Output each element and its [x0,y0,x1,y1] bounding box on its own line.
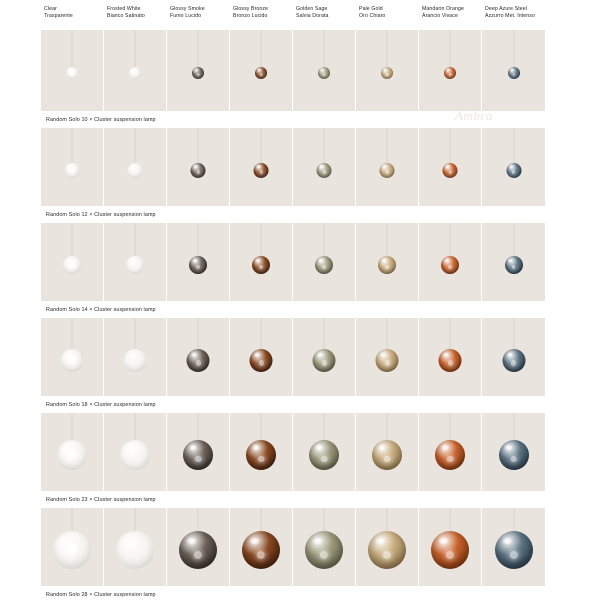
globe-highlight [505,445,512,450]
pendant-cord [387,128,388,163]
lamp-globe [502,349,525,372]
globe-highlight [379,445,386,450]
lamp-globe [508,67,520,79]
swatch-cell-deep-azure-steel[interactable] [482,413,545,492]
lamp-globe [242,531,280,569]
product-row-6 [0,508,600,603]
lamp-globe [318,67,330,79]
swatch-cell-golden-sage[interactable] [293,413,356,492]
swatch-cell-pale-gold[interactable] [356,30,419,112]
watermark-text: Ambra [455,108,493,123]
lamp-globe [441,256,459,274]
lamp-bulb-glow [70,168,75,173]
globe-highlight [442,445,449,450]
swatch-cell-golden-sage[interactable] [293,223,356,302]
column-header-clear [41,0,104,30]
swatch-cell-mandarin-orange[interactable] [419,223,482,302]
lamp-bulb-glow [321,360,326,365]
lamp-globe [120,440,150,470]
swatch-cell-frosted-white[interactable] [104,413,167,492]
swatch-cell-glossy-smoke[interactable] [167,128,230,207]
lamp-globe [179,531,217,569]
lamp-globe [250,349,273,372]
swatch-cell-mandarin-orange[interactable] [419,128,482,207]
swatch-row [0,508,600,587]
pendant-cord [513,318,514,349]
lamp-globe [53,531,91,569]
lamp-bulb-glow [70,71,74,75]
pendant-cord [324,318,325,349]
lamp-globe [495,531,533,569]
pendant-cord [72,30,73,67]
pendant-cord [261,318,262,349]
globe-highlight [382,259,386,262]
globe-highlight [444,353,449,357]
swatch-grid [0,30,600,603]
pendant-cord [72,128,73,163]
lamp-globe [368,531,406,569]
globe-highlight [508,259,512,262]
lamp-bulb-glow [512,170,515,173]
globe-highlight [447,69,450,71]
swatch-cell-clear[interactable] [41,128,104,207]
lamp-globe [183,440,213,470]
lamp-bulb-glow [197,73,200,76]
globe-highlight [190,445,197,450]
column-header-name-en: Golden Sage [296,6,328,12]
lamp-bulb-glow [259,170,262,173]
swatch-cell-deep-azure-steel[interactable] [482,223,545,302]
swatch-cell-clear[interactable] [41,30,104,112]
lamp-globe [305,531,343,569]
column-header-name-it: Salvia Dorata [296,12,329,19]
product-row-2 [0,128,600,223]
lamp-bulb-glow [385,265,389,269]
lamp-globe [313,349,336,372]
globe-highlight [316,445,323,450]
swatch-cell-golden-sage[interactable] [293,318,356,397]
lamp-bulb-glow [257,551,265,559]
globe-highlight [384,69,387,71]
lamp-bulb-glow [384,456,391,463]
lamp-globe [444,67,456,79]
column-header-name-en: Deep Azure Steel [485,6,528,12]
colour-name-header-row [0,0,600,30]
swatch-cell-pale-gold[interactable] [356,128,419,207]
lamp-bulb-glow [195,360,200,365]
lamp-bulb-glow [446,551,454,559]
lamp-bulb-glow [69,262,74,267]
product-caption: Random Solo 10 × Cluster suspension lamp [0,112,600,128]
column-header-name-it: Fumo Lucido [170,12,202,19]
globe-highlight [510,69,513,71]
globe-highlight [445,259,449,262]
lamp-globe [61,349,84,372]
swatch-cell-frosted-white[interactable] [104,128,167,207]
lamp-globe [116,531,154,569]
swatch-cell-glossy-bronze[interactable] [230,318,293,397]
swatch-cell-frosted-white[interactable] [104,30,167,112]
pendant-cord [324,128,325,163]
globe-highlight [313,538,321,544]
product-row-3 [0,223,600,318]
column-header-golden-sage [293,0,356,30]
lamp-bulb-glow [195,456,202,463]
lamp-globe [191,163,206,178]
pendant-cord [324,30,325,67]
globe-highlight [257,165,260,167]
lamp-bulb-glow [512,265,516,269]
pendant-cord [198,128,199,163]
lamp-globe [254,163,269,178]
swatch-cell-clear[interactable] [41,223,104,302]
swatch-row [0,318,600,397]
pendant-cord [72,413,73,440]
lamp-globe [443,163,458,178]
lamp-bulb-glow [258,456,265,463]
lamp-globe [309,440,339,470]
swatch-cell-glossy-smoke[interactable] [167,413,230,492]
lamp-bulb-glow [66,544,77,555]
product-row-1 [0,30,600,128]
column-header-name-en: Frosted White [107,6,141,12]
swatch-cell-frosted-white[interactable] [104,223,167,302]
lamp-globe [255,67,267,79]
globe-highlight [195,69,198,71]
pendant-cord [72,223,73,256]
column-header-pale-gold [356,0,419,30]
globe-highlight [256,259,260,262]
swatch-cell-glossy-smoke[interactable] [167,223,230,302]
swatch-cell-mandarin-orange[interactable] [419,508,482,587]
globe-highlight [318,353,323,357]
swatch-cell-glossy-bronze[interactable] [230,128,293,207]
pendant-cord [450,128,451,163]
product-row-5 [0,413,600,508]
pendant-cord [198,223,199,256]
lamp-bulb-glow [321,456,328,463]
lamp-globe [372,440,402,470]
product-caption: Random Solo 23 × Cluster suspension lamp [0,492,600,508]
lamp-bulb-glow [447,456,454,463]
lamp-bulb-glow [512,73,515,76]
globe-highlight [320,165,323,167]
pendant-cord [261,128,262,163]
pendant-cord [513,508,514,531]
lamp-bulb-glow [68,450,77,459]
pendant-cord [513,413,514,440]
globe-highlight [187,538,195,544]
pendant-cord [513,223,514,256]
column-header-name-it: Bianco Satinato [107,12,145,19]
pendant-cord [135,318,136,349]
pendant-cord [324,508,325,531]
pendant-cord [387,413,388,440]
column-header-name-en: Glossy Bronze [233,6,269,12]
lamp-globe [65,163,80,178]
swatch-cell-glossy-bronze[interactable] [230,413,293,492]
pendant-cord [198,30,199,67]
swatch-cell-glossy-smoke[interactable] [167,318,230,397]
lamp-bulb-glow [196,170,199,173]
globe-highlight [439,538,447,544]
swatch-cell-pale-gold[interactable] [356,413,419,492]
swatch-cell-glossy-bronze[interactable] [230,508,293,587]
pendant-cord [450,30,451,67]
lamp-globe [129,67,141,79]
pendant-cord [261,413,262,440]
lamp-globe [126,256,144,274]
column-header-glossy-bronze [230,0,293,30]
lamp-bulb-glow [449,73,452,76]
swatch-cell-pale-gold[interactable] [356,318,419,397]
globe-highlight [509,165,512,167]
swatch-cell-deep-azure-steel[interactable] [482,30,545,112]
lamp-bulb-glow [196,265,200,269]
column-header-glossy-smoke [167,0,230,30]
globe-highlight [258,69,261,71]
globe-highlight [192,353,197,357]
pendant-cord [198,413,199,440]
lamp-bulb-glow [511,360,516,365]
column-header-name-it: Trasparente [44,12,73,19]
swatch-cell-golden-sage[interactable] [293,128,356,207]
pendant-cord [387,508,388,531]
lamp-bulb-glow [448,170,451,173]
product-caption: Random Solo 12 × Cluster suspension lamp [0,207,600,223]
lamp-globe [317,163,332,178]
swatch-cell-glossy-smoke[interactable] [167,30,230,112]
pendant-cord [261,223,262,256]
column-header-name-it: Bronzo Lucido [233,12,268,19]
pendant-cord [387,318,388,349]
swatch-cell-golden-sage[interactable] [293,508,356,587]
globe-highlight [381,353,386,357]
column-header-frosted-white [104,0,167,30]
pendant-cord [450,318,451,349]
column-header-mandarin-orange [419,0,482,30]
swatch-cell-mandarin-orange[interactable] [419,413,482,492]
lamp-bulb-glow [260,73,263,76]
swatch-row [0,128,600,207]
globe-highlight [507,353,512,357]
column-header-name-it: Arancio Vivace [422,12,458,19]
column-header-deep-azure-steel [482,0,545,30]
pendant-cord [135,223,136,256]
globe-highlight [321,69,324,71]
globe-highlight [253,445,260,450]
pendant-cord [135,128,136,163]
lamp-bulb-glow [259,265,263,269]
lamp-bulb-glow [385,170,388,173]
lamp-bulb-glow [320,551,328,559]
globe-highlight [446,165,449,167]
lamp-bulb-glow [258,360,263,365]
pendant-cord [72,318,73,349]
lamp-globe [506,163,521,178]
pendant-cord [198,318,199,349]
pendant-cord [261,30,262,67]
column-header-name-en: Clear [44,6,57,12]
pendant-cord [324,413,325,440]
swatch-cell-pale-gold[interactable] [356,508,419,587]
lamp-globe [439,349,462,372]
pendant-cord [450,508,451,531]
pendant-cord [135,30,136,67]
pendant-cord [387,30,388,67]
pendant-cord [135,508,136,531]
lamp-globe [66,67,78,79]
lamp-globe [381,67,393,79]
pendant-cord [198,508,199,531]
lamp-globe [431,531,469,569]
swatch-cell-frosted-white[interactable] [104,508,167,587]
column-header-name-en: Glossy Smoke [170,6,205,12]
column-header-name-it: Azzurro Met. Intenso [485,12,535,19]
lamp-bulb-glow [322,265,326,269]
lamp-globe [189,256,207,274]
lamp-bulb-glow [448,265,452,269]
swatch-cell-clear[interactable] [41,413,104,492]
lamp-bulb-glow [384,360,389,365]
swatch-cell-frosted-white[interactable] [104,318,167,397]
swatch-row [0,413,600,492]
column-header-name-en: Mandarin Orange [422,6,464,12]
lamp-bulb-glow [447,360,452,365]
pendant-cord [135,413,136,440]
swatch-cell-mandarin-orange[interactable] [419,318,482,397]
globe-highlight [383,165,386,167]
pendant-cord [450,223,451,256]
swatch-cell-mandarin-orange[interactable] [419,30,482,112]
column-header-name-en: Pale Gold [359,6,383,12]
column-header-name-it: Oro Chiaro [359,12,386,19]
swatch-row [0,30,600,112]
pendant-cord [261,508,262,531]
swatch-cell-deep-azure-steel[interactable] [482,508,545,587]
pendant-cord [324,223,325,256]
lamp-bulb-glow [386,73,389,76]
lamp-bulb-glow [322,170,325,173]
lamp-bulb-glow [194,551,202,559]
lamp-globe [435,440,465,470]
pendant-cord [450,413,451,440]
lamp-bulb-glow [69,356,76,363]
lamp-globe [246,440,276,470]
swatch-cell-glossy-bronze[interactable] [230,223,293,302]
lamp-globe [57,440,87,470]
swatch-cell-glossy-bronze[interactable] [230,30,293,112]
product-caption: Random Solo 14 × Cluster suspension lamp [0,302,600,318]
product-caption: Random Solo 18 × Cluster suspension lamp [0,397,600,413]
lamp-globe [192,67,204,79]
globe-highlight [193,259,197,262]
lamp-globe [376,349,399,372]
globe-highlight [319,259,323,262]
globe-highlight [503,538,511,544]
lamp-bulb-glow [509,551,517,559]
product-row-4 [0,318,600,413]
swatch-cell-glossy-smoke[interactable] [167,508,230,587]
lamp-bulb-glow [510,456,517,463]
pendant-cord [72,508,73,531]
swatch-row [0,223,600,302]
lamp-globe [187,349,210,372]
pendant-cord [387,223,388,256]
swatch-cell-clear[interactable] [41,318,104,397]
globe-highlight [376,538,384,544]
lamp-globe [378,256,396,274]
lamp-globe [128,163,143,178]
globe-highlight [194,165,197,167]
lamp-globe [63,256,81,274]
lamp-globe [124,349,147,372]
globe-highlight [255,353,260,357]
lamp-globe [380,163,395,178]
pendant-cord [513,128,514,163]
swatch-cell-pale-gold[interactable] [356,223,419,302]
lamp-bulb-glow [383,551,391,559]
lamp-globe [505,256,523,274]
pendant-cord [513,30,514,67]
lamp-globe [252,256,270,274]
product-caption: Random Solo 28 × Cluster suspension lamp [0,587,600,603]
swatch-cell-deep-azure-steel[interactable] [482,128,545,207]
swatch-cell-deep-azure-steel[interactable] [482,318,545,397]
swatch-cell-golden-sage[interactable] [293,30,356,112]
swatch-cell-clear[interactable] [41,508,104,587]
lamp-bulb-glow [323,73,326,76]
globe-highlight [250,538,258,544]
lamp-globe [315,256,333,274]
lamp-globe [499,440,529,470]
